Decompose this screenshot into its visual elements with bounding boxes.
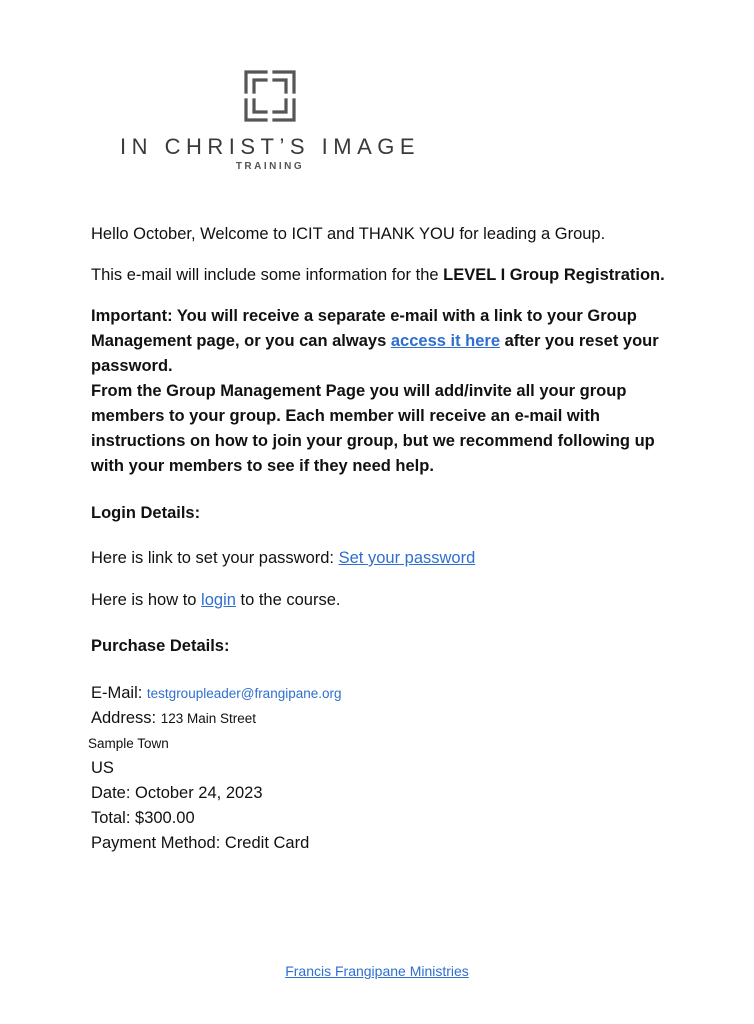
footer-ministries-link[interactable]: Francis Frangipane Ministries — [285, 963, 469, 979]
address-line2: Sample Town — [88, 736, 169, 751]
purchase-details — [88, 681, 671, 856]
login-text-prefix: Here is how to — [91, 591, 202, 609]
address-row — [91, 706, 671, 731]
cross-grid-logo-icon — [244, 70, 296, 122]
important-text-3: From the Group Management Page you will add/invite all your group members to your group. Each member will receive an e-mail with instructions on how to join your group, but we recommend following up with your members to see if they need help. — [91, 382, 655, 475]
payment-method: Payment Method: Credit Card — [91, 834, 310, 852]
purchase-total: Total: $300.00 — [91, 809, 195, 827]
info-bold-text: LEVEL I Group Registration. — [443, 266, 665, 284]
country: US — [91, 759, 114, 777]
email-body — [88, 222, 671, 856]
set-password-text: Here is link to set your password: — [91, 549, 339, 567]
email-label: E-Mail: — [91, 684, 147, 702]
info-text: This e-mail will include some information for the — [91, 266, 444, 284]
set-password-link[interactable]: Set your password — [338, 549, 476, 567]
login-paragraph — [91, 588, 671, 613]
login-text-suffix: to the course. — [235, 591, 341, 609]
email-value[interactable]: testgroupleader@frangipane.org — [146, 686, 342, 701]
login-details-heading: Login Details: — [91, 504, 201, 522]
address-label: Address: — [91, 709, 161, 727]
address-line1: 123 Main Street — [160, 711, 257, 726]
email-row — [91, 681, 671, 706]
important-text-2: after you reset your password. — [91, 332, 659, 375]
login-link[interactable]: login — [201, 591, 236, 609]
logo — [0, 70, 540, 172]
set-password-paragraph — [91, 546, 671, 571]
important-paragraph — [91, 304, 671, 479]
footer — [0, 963, 754, 979]
info-paragraph — [91, 263, 671, 288]
important-text-1: Important: You will receive a separate e-mail with a link to your Group Management page, or you can always — [91, 307, 637, 350]
logo-subtitle: TRAINING — [235, 161, 305, 172]
greeting-text: Hello October, Welcome to ICIT and THANK YOU for leading a Group. — [91, 225, 606, 243]
access-it-here-link[interactable]: access it here — [390, 332, 501, 350]
purchase-details-heading: Purchase Details: — [91, 637, 230, 655]
purchase-date: Date: October 24, 2023 — [91, 784, 263, 802]
logo-title: IN CHRIST’S IMAGE — [119, 134, 421, 159]
